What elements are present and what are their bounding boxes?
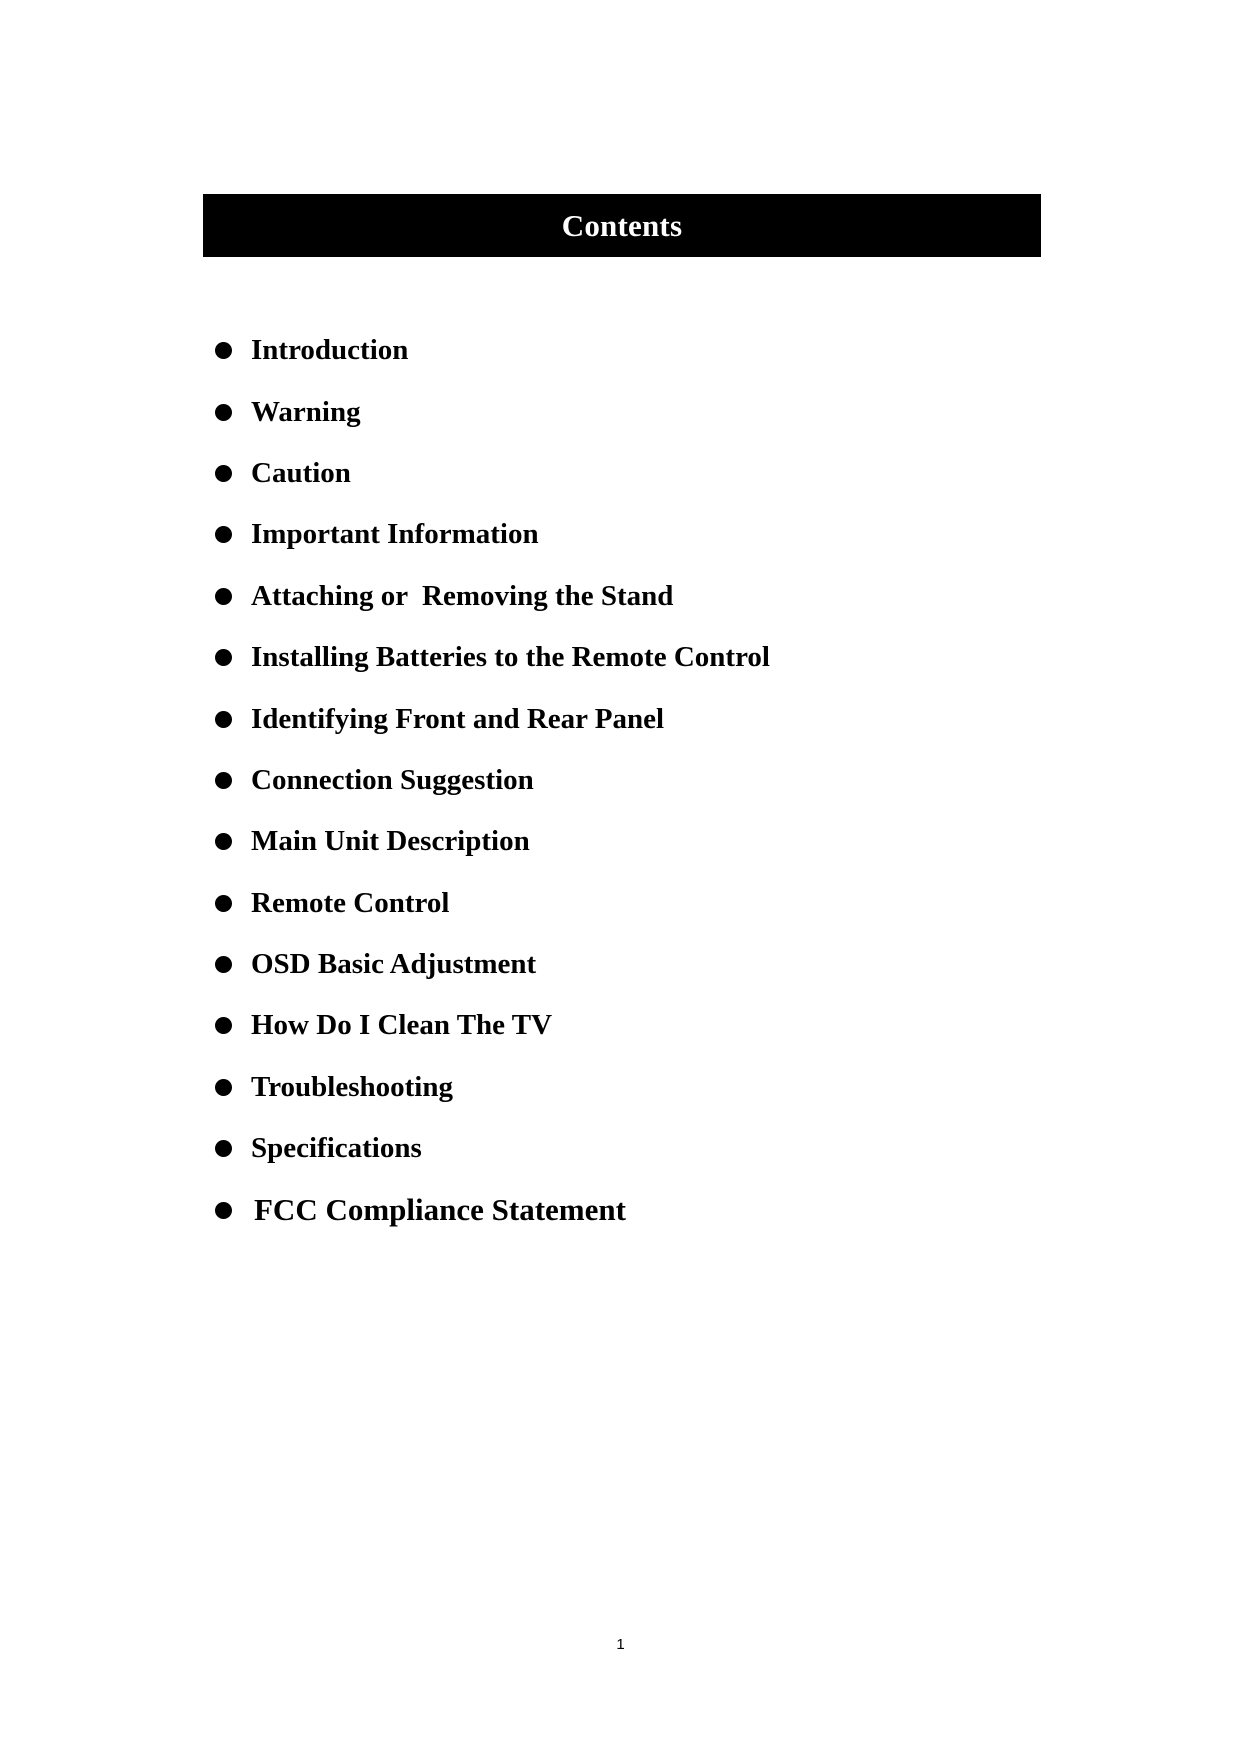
toc-item-warning[interactable] xyxy=(215,381,770,442)
toc-item-fcc-compliance[interactable] xyxy=(215,1179,770,1240)
toc-item-label: Troubleshooting xyxy=(251,1070,453,1103)
bullet-icon xyxy=(215,833,232,850)
toc-item-label: Warning xyxy=(251,395,361,428)
toc-item-label: Remote Control xyxy=(251,886,450,919)
toc-item-label: Identifying Front and Rear Panel xyxy=(251,702,665,735)
bullet-icon xyxy=(215,956,232,973)
bullet-icon xyxy=(215,1140,232,1157)
toc-item-main-unit-description[interactable] xyxy=(215,811,770,872)
toc-item-troubleshooting[interactable] xyxy=(215,1057,770,1118)
bullet-icon xyxy=(215,1079,232,1096)
toc-item-label: Connection Suggestion xyxy=(251,763,534,796)
bullet-icon xyxy=(215,1017,232,1034)
page-number: 1 xyxy=(616,1636,625,1653)
toc-item-osd-basic-adjustment[interactable] xyxy=(215,934,770,995)
bullet-icon xyxy=(215,649,232,666)
bullet-icon xyxy=(215,588,232,605)
table-of-contents xyxy=(215,320,770,1241)
toc-item-label: Main Unit Description xyxy=(251,825,530,858)
toc-item-connection-suggestion[interactable] xyxy=(215,750,770,811)
toc-item-label: Important Information xyxy=(251,518,539,551)
toc-item-caution[interactable] xyxy=(215,443,770,504)
page-title: Contents xyxy=(561,207,683,243)
toc-item-label: Specifications xyxy=(251,1132,422,1165)
toc-item-specifications[interactable] xyxy=(215,1118,770,1179)
toc-item-installing-batteries[interactable] xyxy=(215,627,770,688)
toc-item-label: Caution xyxy=(251,456,351,489)
toc-item-introduction[interactable] xyxy=(215,320,770,381)
bullet-icon xyxy=(215,895,232,912)
contents-header-bar xyxy=(203,194,1041,257)
bullet-icon xyxy=(215,465,232,482)
toc-item-label: FCC Compliance Statement xyxy=(254,1192,626,1228)
toc-item-remote-control[interactable] xyxy=(215,873,770,934)
toc-item-identifying-panels[interactable] xyxy=(215,688,770,749)
toc-item-clean-the-tv[interactable] xyxy=(215,995,770,1056)
toc-item-label: Attaching or Removing the Stand xyxy=(251,579,674,612)
toc-item-label: OSD Basic Adjustment xyxy=(251,948,537,981)
toc-item-label: How Do I Clean The TV xyxy=(251,1009,553,1042)
bullet-icon xyxy=(215,526,232,543)
toc-item-attaching-removing-stand[interactable] xyxy=(215,566,770,627)
bullet-icon xyxy=(215,404,232,421)
toc-item-label: Introduction xyxy=(251,334,409,367)
toc-item-label: Installing Batteries to the Remote Control xyxy=(251,641,770,674)
bullet-icon xyxy=(215,711,232,728)
toc-item-important-information[interactable] xyxy=(215,504,770,565)
bullet-icon xyxy=(215,1202,232,1219)
bullet-icon xyxy=(215,342,232,359)
bullet-icon xyxy=(215,772,232,789)
